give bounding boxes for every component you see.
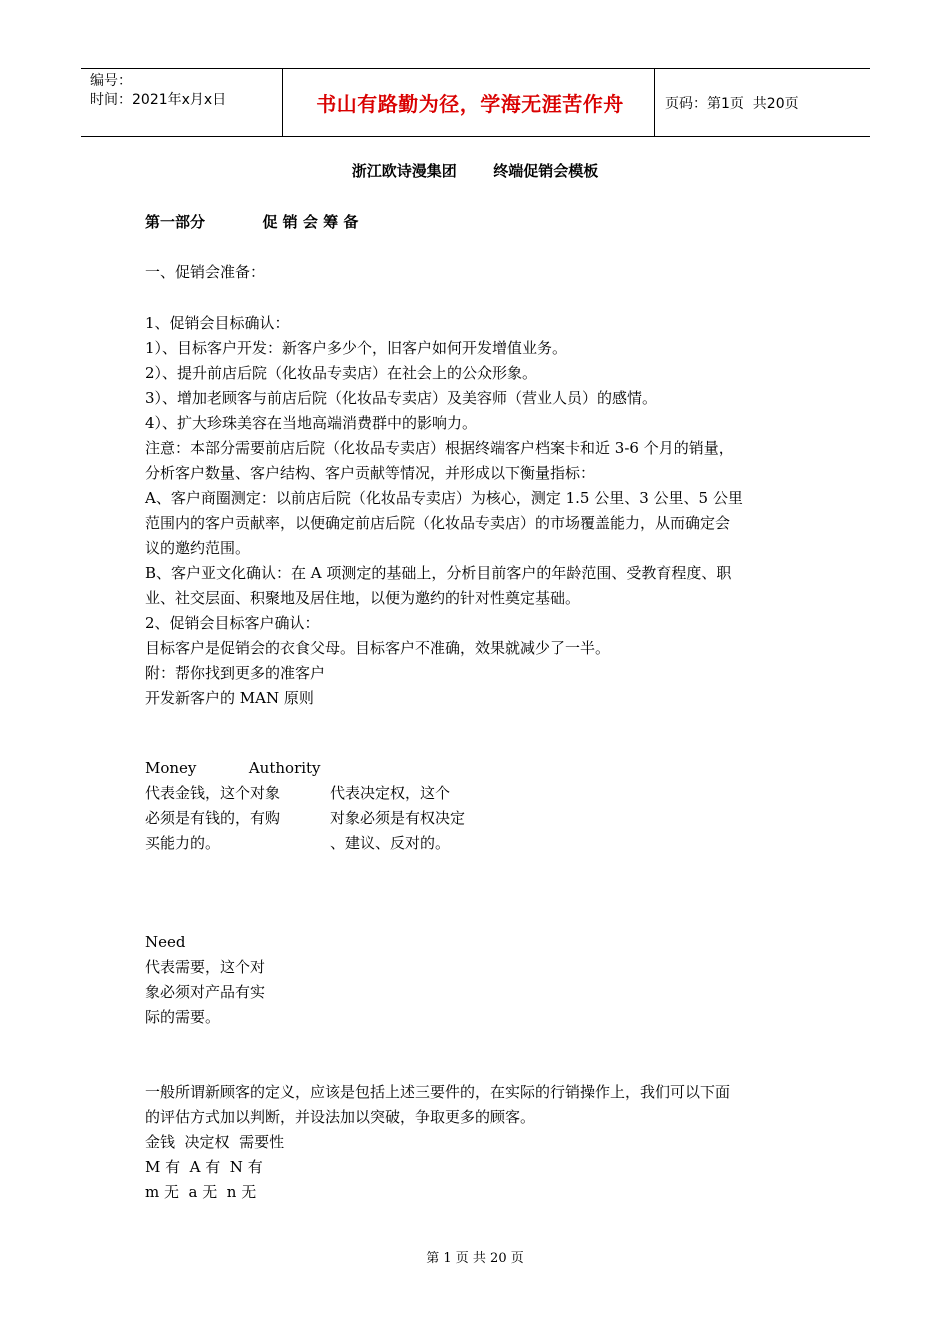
body-line: 目标客户是促销会的衣食父母。目标客户不准确，效果就减少了一半。 <box>145 639 611 657</box>
body-line: 注意：本部分需要前店后院（化妆品专卖店）根据终端客户档案卡和近 3-6 个月的销量， <box>145 439 734 457</box>
need-heading: Need <box>145 933 186 951</box>
money-description <box>145 781 280 856</box>
authority-description <box>330 781 465 856</box>
need-line: 象必须对产品有实 <box>145 983 266 1001</box>
header-left <box>90 72 226 110</box>
closing-line: m 无 a 无 n 无 <box>145 1183 257 1201</box>
closing-text <box>145 1080 810 1205</box>
money-line: 代表金钱，这个对象 <box>145 784 281 802</box>
time-label: 时间：2021年x月x日 <box>90 92 227 108</box>
closing-line: 一般所谓新顾客的定义，应该是包括上述三要件的，在实际的行销操作上，我们可以下面 <box>145 1083 731 1101</box>
document-title: 浙江欧诗漫集团 终端促销会模板 <box>351 162 599 180</box>
need-line: 际的需要。 <box>145 1008 221 1026</box>
section-heading: 一、促销会准备： <box>145 263 266 281</box>
part-heading: 第一部分 促 销 会 筹 备 <box>145 213 359 231</box>
body-line: 1、促销会目标确认： <box>145 314 290 332</box>
body-line: 附：帮你找到更多的准客户 <box>145 664 326 682</box>
authority-line: 代表决定权，这个 <box>330 784 451 802</box>
authority-line: 对象必须是有权决定 <box>330 809 466 827</box>
authority-line: 、建议、反对的。 <box>330 834 451 852</box>
body-line: A、客户商圈测定：以前店后院（化妆品专卖店）为核心，测定 1.5 公里、3 公里、5 公里 <box>145 489 743 507</box>
body-line: 范围内的客户贡献率，以便确定前店后院（化妆品专卖店）的市场覆盖能力，从而确定会 <box>145 514 731 532</box>
need-description <box>145 955 265 1030</box>
body-line: 业、社交层面、积聚地及居住地，以便为邀约的针对性奠定基础。 <box>145 589 581 607</box>
header-divider <box>654 69 655 136</box>
closing-line: 的评估方式加以判断，并设法加以突破，争取更多的顾客。 <box>145 1108 536 1126</box>
page-footer: 第 1 页 共 20 页 <box>426 1251 524 1266</box>
money-authority-heading: Money Authority <box>145 759 321 777</box>
money-line: 必须是有钱的，有购 <box>145 809 281 827</box>
page-header <box>81 68 870 137</box>
header-page-info: 页码：第1页 共20页 <box>665 95 799 112</box>
body-line: B、客户亚文化确认：在 A 项测定的基础上，分析目前客户的年龄范围、受教育程度、职 <box>145 564 732 582</box>
header-divider <box>282 69 283 136</box>
body-line: 议的邀约范围。 <box>145 539 251 557</box>
need-line: 代表需要，这个对 <box>145 958 266 976</box>
number-label: 编号： <box>90 73 132 89</box>
body-line: 开发新客户的 MAN 原则 <box>145 689 314 707</box>
body-line: 3）、增加老顾客与前店后院（化妆品专卖店）及美容师（营业人员）的感情。 <box>145 389 658 407</box>
body-line: 4）、扩大珍珠美容在当地高端消费群中的影响力。 <box>145 414 478 432</box>
body-text <box>145 311 810 711</box>
body-line: 2、促销会目标客户确认： <box>145 614 320 632</box>
money-line: 买能力的。 <box>145 834 221 852</box>
body-line: 2）、提升前店后院（化妆品专卖店）在社会上的公众形象。 <box>145 364 538 382</box>
closing-line: 金钱 决定权 需要性 <box>145 1133 285 1151</box>
closing-line: M 有 A 有 N 有 <box>145 1158 263 1176</box>
body-line: 分析客户数量、客户结构、客户贡献等情况，并形成以下衡量指标： <box>145 464 596 482</box>
body-line: 1）、目标客户开发：新客户多少个，旧客户如何开发增值业务。 <box>145 339 568 357</box>
header-motto: 书山有路勤为径，学海无涯苦作舟 <box>316 92 624 116</box>
